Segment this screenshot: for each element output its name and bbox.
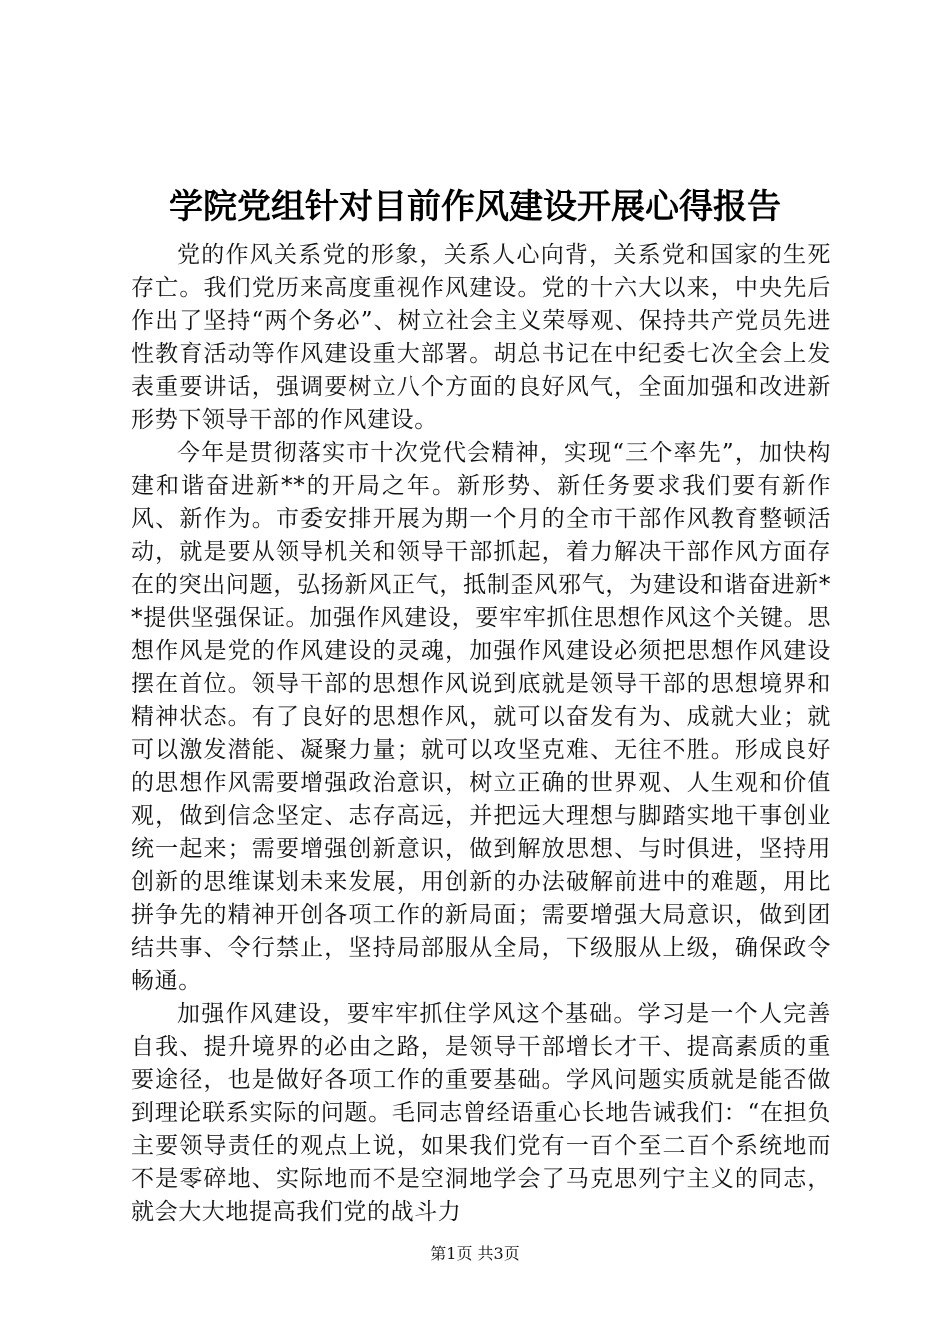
paragraph: 党的作风关系党的形象，关系人心向背，关系党和国家的生死存亡。我们党历来高度重视作风建设。党的十六大以来，中央先后作出了坚持“两个务必”、树立社会主义荣辱观、保持共产党员先进性教育活动等作风建设重大部署。胡总书记在中纪委七次全会上发表重要讲话，强调要树立八个方面的良好风气，全面加强和改进新形势下领导干部的作风建设。 — [131, 242, 831, 433]
document-title: 学院党组针对目前作风建设开展心得报告 — [169, 187, 781, 227]
document-body — [131, 239, 831, 1229]
page-number-footer: 第1页 共3页 — [430, 1244, 520, 1263]
paragraph: 今年是贯彻落实市十次党代会精神，实现“三个率先”，加快构建和谐奋进新**的开局之年。新形势、新任务要求我们要有新作风、新作为。市委安排开展为期一个月的全市干部作风教育整顿活动，就是要从领导机关和领导干部抓起，着力解决干部作风方面存在的突出问题，弘扬新风正气，抵制歪风邪气，为建设和谐奋进新**提供坚强保证。加强作风建设，要牢牢抓住思想作风这个关键。思想作风是党的作风建设的灵魂，加强作风建设必须把思想作风建设摆在首位。领导干部的思想作风说到底就是领导干部的思想境界和精神状态。有了良好的思想作风，就可以奋发有为、成就大业；就可以激发潜能、凝聚力量；就可以攻坚克难、无往不胜。形成良好的思想作风需要增强政治意识，树立正确的世界观、人生观和价值观，做到信念坚定、志存高远，并把远大理想与脚踏实地干事创业统一起来；需要增强创新意识，做到解放思想、与时俱进，坚持用创新的思维谋划未来发展，用创新的办法破解前进中的难题，用比拼争先的精神开创各项工作的新局面；需要增强大局意识，做到团结共事、令行禁止，坚持局部服从全局，下级服从上级，确保政令畅通。 — [131, 440, 831, 994]
paragraph: 加强作风建设，要牢牢抓住学风这个基础。学习是一个人完善自我、提升境界的必由之路，是领导干部增长才干、提高素质的重要途径，也是做好各项工作的重要基础。学风问题实质就是能否做到理论联系实际的问题。毛同志曾经语重心长地告诫我们：“在担负主要领导责任的观点上说，如果我们党有一百个至二百个系统地而不是零碎地、实际地而不是空洞地学会了马克思列宁主义的同志，就会大大地提高我们党的战斗力 — [131, 1001, 831, 1225]
